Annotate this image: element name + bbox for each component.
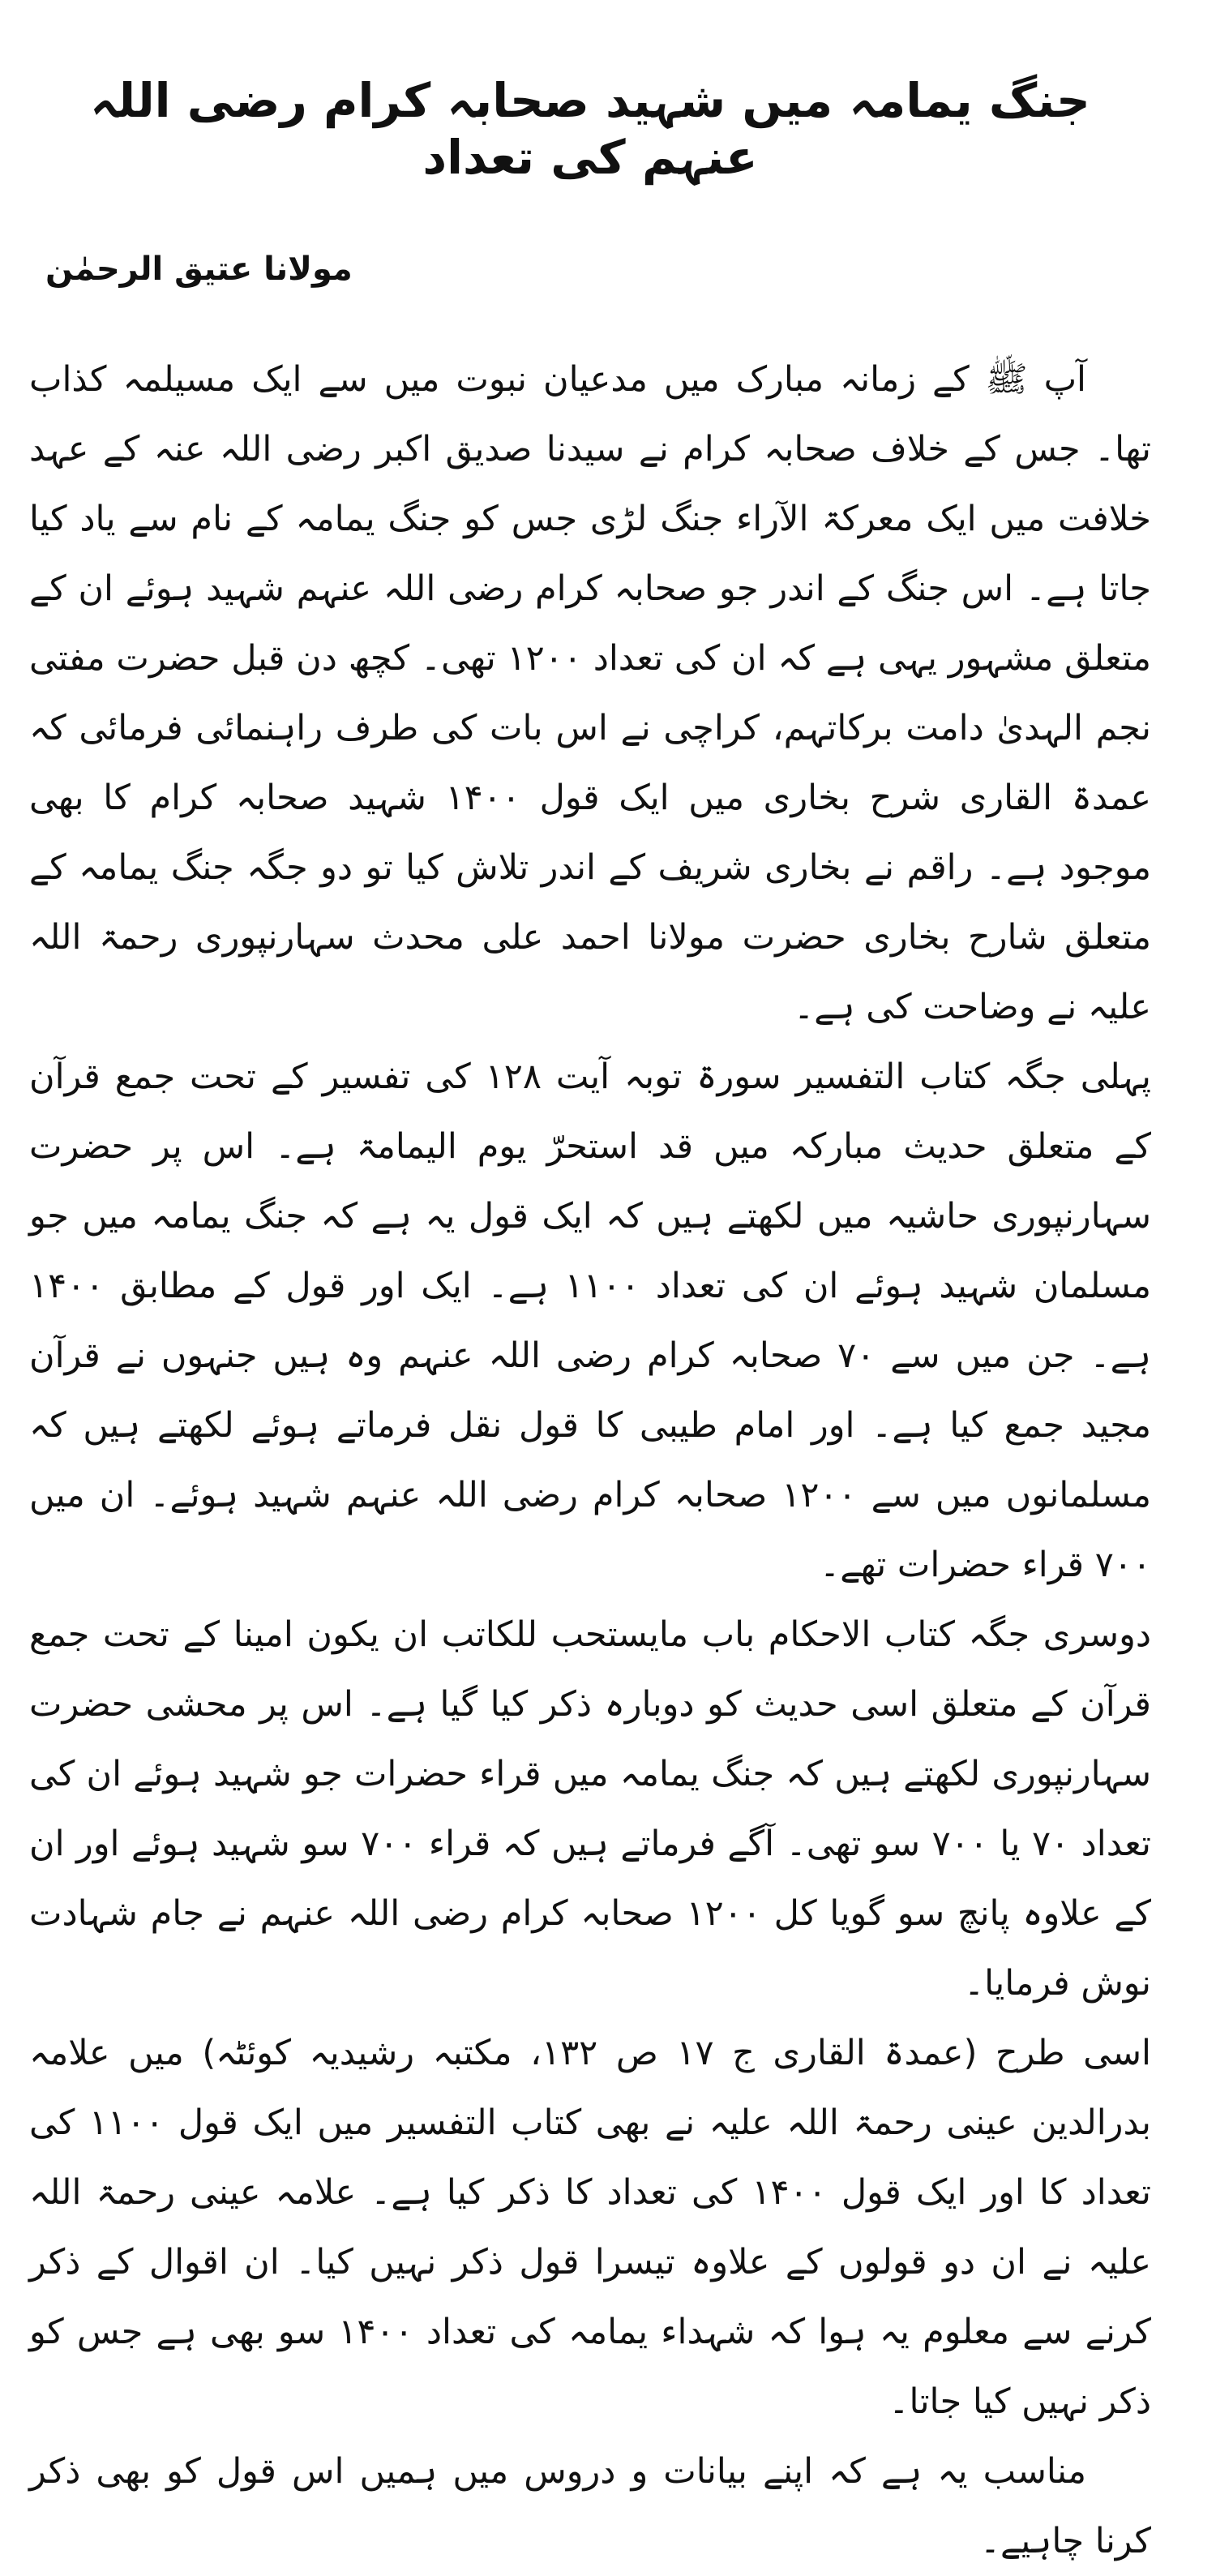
paragraph-conclusion: مناسب یہ ہے کہ اپنے بیانات و دروس میں ہمیں اس قول کو بھی ذکر کرنا چاہیے۔ <box>29 2451 1151 2562</box>
paragraph-second-place: دوسری جگہ کتاب الاحکام باب مایستحب للکاتب ان یکون امینا کے تحت جمع قرآن کے متعلق اسی حدیث کو دوبارہ ذکر کیا گیا ہے۔ اس پر محشی حضرت سہارنپوری لکھتے ہیں کہ جنگ یمامہ میں قراء حضرات جو شہید ہوئے ان کی تعداد ۷۰ یا ۷۰۰ سو تھی۔ آگے فرماتے ہیں کہ قراء ۷۰۰ سو شہید ہوئے اور ان کے علاوہ پانچ سو گویا کل ۱۲۰۰ صحابہ کرام رضی اللہ عنہم نے جام شہادت نوش فرمایا۔ <box>29 1614 1152 2004</box>
paragraph-intro: آپ ﷺ کے زمانہ مبارک میں مدعیان نبوت میں سے ایک مسیلمہ کذاب تھا۔ جس کے خلاف صحابہ کرام نے سیدنا صدیق اکبر رضی اللہ عنہ کے عہد خلافت میں ایک معرکۃ الآراء جنگ لڑی جس کو جنگ یمامہ کے نام سے یاد کیا جاتا ہے۔ اس جنگ کے اندر جو صحابہ کرام رضی اللہ عنہم شہید ہوئے ان کے متعلق مشہور یہی ہے کہ ان کی تعداد ۱۲۰۰ تھی۔ کچھ دن قبل حضرت مفتی نجم الہدیٰ دامت برکاتہم، کراچی نے اس بات کی طرف راہنمائی فرمائی کہ عمدۃ القاری شرح بخاری میں ایک قول ۱۴۰۰ شہید صحابہ کرام کا بھی موجود ہے۔ راقم نے بخاری شریف کے اندر تلاش کیا تو دو جگہ جنگ یمامہ کے متعلق شارح بخاری حضرت مولانا احمد علی محدث سہارنپوری رحمۃ اللہ علیہ نے وضاحت کی ہے۔ <box>29 359 1151 1028</box>
paragraph-umdat-al-qari: اسی طرح (عمدۃ القاری ج ۱۷ ص ۱۳۲، مکتبہ رشیدیہ کوئٹہ) میں علامہ بدرالدین عینی رحمۃ اللہ علیہ نے بھی کتاب التفسیر میں ایک قول ۱۱۰۰ کی تعداد کا اور ایک قول ۱۴۰۰ کی تعداد کا ذکر کیا ہے۔ علامہ عینی رحمۃ اللہ علیہ نے ان دو قولوں کے علاوہ تیسرا قول ذکر نہیں کیا۔ ان اقوال کے ذکر کرنے سے معلوم یہ ہوا کہ شہداء یمامہ کی تعداد ۱۴۰۰ سو بھی ہے جس کو ذکر نہیں کیا جاتا۔ <box>29 2033 1151 2423</box>
article-title: جنگ یمامہ میں شہید صحابہ کرام رضی اللہ عنہم کی تعداد <box>90 73 1090 185</box>
author-name: مولانا عتیق الرحمٰن <box>45 251 353 289</box>
article-body <box>29 345 1151 2576</box>
paragraph-first-place: پہلی جگہ کتاب التفسیر سورۃ توبہ آیت ۱۲۸ کی تفسیر کے تحت جمع قرآن کے متعلق حدیث مبارکہ میں قد استحرّ یوم الیمامۃ ہے۔ اس پر حضرت سہارنپوری حاشیہ میں لکھتے ہیں کہ ایک قول یہ ہے کہ جنگ یمامہ میں جو مسلمان شہید ہوئے ان کی تعداد ۱۱۰۰ ہے۔ ایک اور قول کے مطابق ۱۴۰۰ ہے۔ جن میں سے ۷۰ صحابہ کرام رضی اللہ عنہم وہ ہیں جنہوں نے قرآن مجید جمع کیا ہے۔ اور امام طیبی کا قول نقل فرماتے ہوئے لکھتے ہیں کہ مسلمانوں میں سے ۱۲۰۰ صحابہ کرام رضی اللہ عنہم شہید ہوئے۔ ان میں ۷۰۰ قراء حضرات تھے۔ <box>29 1057 1151 1586</box>
